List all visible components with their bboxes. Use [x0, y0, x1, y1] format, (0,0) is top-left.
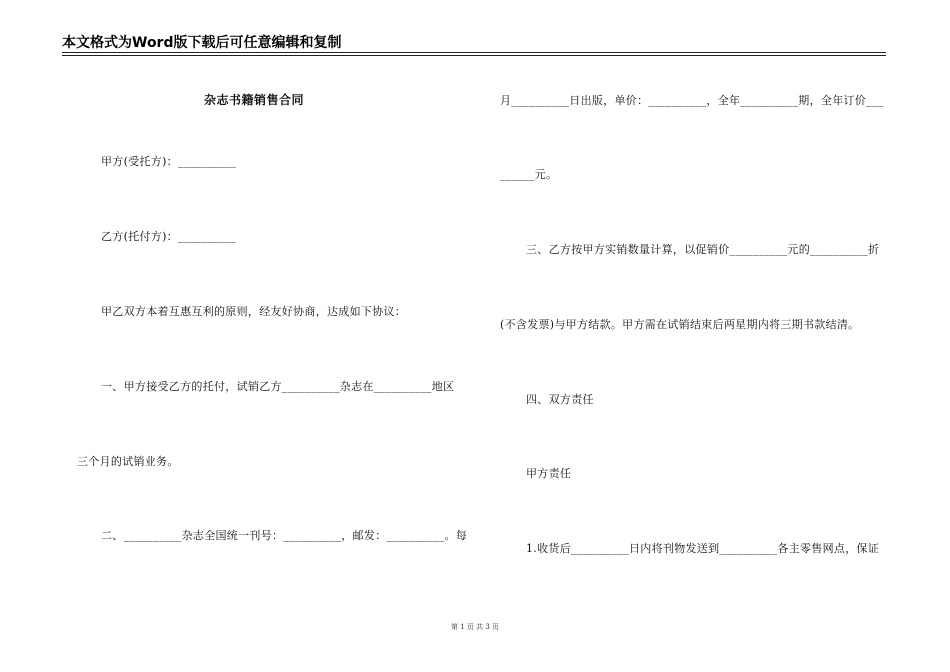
right-paragraph: 月__________日出版，单价：__________，全年__________期，全年订价___	[500, 94, 884, 107]
left-paragraph: 乙方(托付方)：__________	[101, 230, 236, 243]
right-paragraph: 三、乙方按甲方实销数量计算，以促销价__________元的__________折	[526, 243, 880, 256]
left-paragraph: 二、__________杂志全国统一刊号：__________，邮发：__________。每	[101, 529, 468, 542]
header-rule-top	[62, 52, 886, 53]
right-paragraph: 四、双方责任	[526, 393, 594, 406]
header-rule-bottom	[62, 55, 886, 56]
left-paragraph: 甲乙双方本着互惠互利的原则，经友好协商，达成如下协议：	[101, 305, 407, 318]
left-paragraph: 一、甲方接受乙方的托付，试销乙方__________杂志在__________地区	[101, 380, 455, 393]
page-number-footer: 第 1 页 共 3 页	[450, 623, 500, 631]
contract-title: 杂志书籍销售合同	[204, 93, 305, 107]
right-paragraph: ______元。	[500, 168, 558, 181]
left-paragraph: 甲方(受托方)：__________	[101, 155, 236, 168]
right-paragraph: (不含发票)与甲方结款。甲方需在试销结束后两星期内将三期书款结清。	[500, 318, 860, 331]
right-paragraph: 甲方责任	[526, 467, 572, 480]
left-paragraph: 三个月的试销业务。	[77, 455, 179, 468]
right-paragraph: 1.收货后__________日内将刊物发送到__________各主零售网点，保证	[526, 542, 880, 555]
document-header-banner: 本文格式为Word版下载后可任意编辑和复制	[62, 35, 342, 51]
